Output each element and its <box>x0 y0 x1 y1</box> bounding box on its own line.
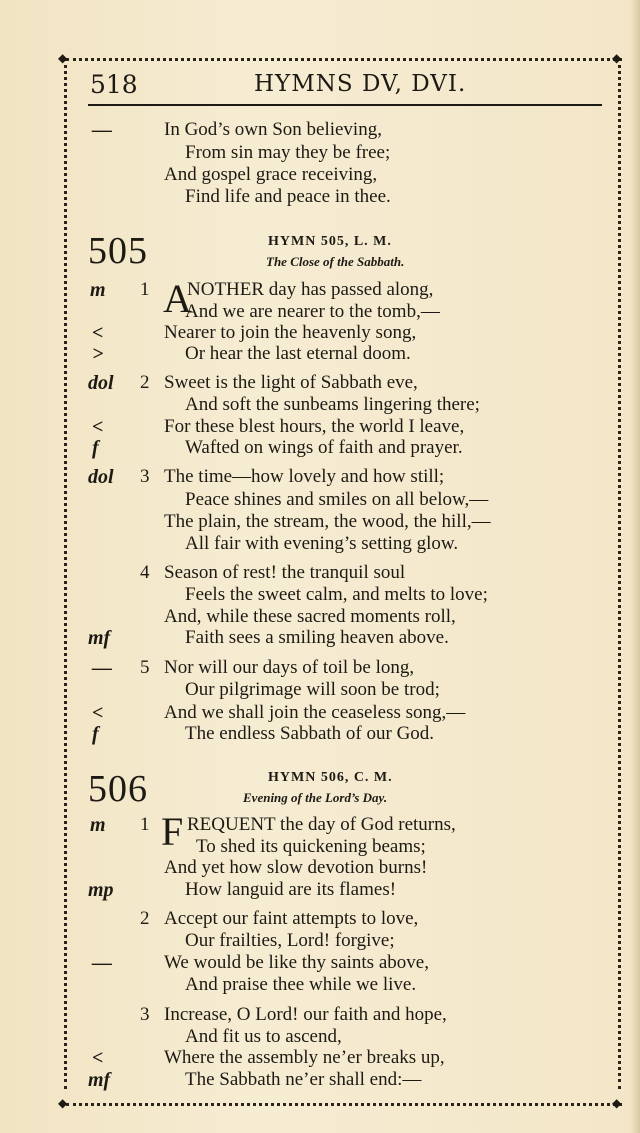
dynamic-mark: mp <box>88 879 114 901</box>
hymn-505-line-14: Feels the sweet calm, and melts to love; <box>185 584 488 605</box>
hymn-505-line-1: NOTHER day has passed along, <box>187 279 434 300</box>
verse-number: 2 <box>140 372 150 393</box>
dynamic-mark: f <box>92 437 99 459</box>
verse-number: 1 <box>140 814 150 835</box>
verse-number: 2 <box>140 908 150 929</box>
hymn-506-line-3: And yet how slow devotion burns! <box>164 857 428 878</box>
hymn-subtitle-506: Evening of the Lord’s Day. <box>243 790 388 805</box>
hymn-506-line-10: And fit us to ascend, <box>185 1026 342 1047</box>
verse-number: 3 <box>140 1004 150 1025</box>
continuation-line-4: Find life and peace in thee. <box>185 186 391 207</box>
dynamic-mark: mf <box>88 627 111 649</box>
verse-number: 3 <box>140 466 150 487</box>
verse-number: 5 <box>140 657 150 678</box>
top-border <box>66 58 622 61</box>
right-border <box>618 58 621 1089</box>
hymn-505-line-19: And we shall join the ceaseless song,— <box>164 702 466 723</box>
hymn-506-line-7: We would be like thy saints above, <box>164 952 429 973</box>
continuation-line-1: In God’s own Son believing, <box>164 119 382 140</box>
running-title: HYMNS DV, DVI. <box>254 71 467 97</box>
hymn-505-line-7: For these blest hours, the world I leave, <box>164 416 465 437</box>
dynamic-mark: < <box>92 1047 104 1069</box>
hymn-505-line-11: The plain, the stream, the wood, the hill,— <box>164 511 491 532</box>
hymn-506-line-12: The Sabbath ne’er shall end:— <box>185 1069 422 1090</box>
page-number: 518 <box>90 70 138 99</box>
hymn-506-line-9: Increase, O Lord! our faith and hope, <box>164 1004 447 1025</box>
hymn-505-line-6: And soft the sunbeams lingering there; <box>185 394 480 415</box>
hymn-506-line-5: Accept our faint attempts to love, <box>164 908 419 929</box>
hymn-subtitle-505: The Close of the Sabbath. <box>266 254 405 269</box>
hymn-505-line-16: Faith sees a smiling heaven above. <box>185 627 449 648</box>
hymn-505-line-15: And, while these sacred moments roll, <box>164 606 456 627</box>
hymn-505-line-9: The time—how lovely and how still; <box>164 466 445 487</box>
hymn-505-line-3: Nearer to join the heavenly song, <box>164 322 417 343</box>
hymn-number-506: 506 <box>88 768 148 810</box>
left-border <box>64 58 67 1089</box>
drop-cap: A <box>163 276 192 321</box>
verse-number: 1 <box>140 279 150 300</box>
hymn-506-line-2: To shed its quickening beams; <box>196 836 426 857</box>
dynamic-mark: > <box>92 343 104 365</box>
hymn-506-line-11: Where the assembly ne’er breaks up, <box>164 1047 445 1068</box>
hymn-heading-505: HYMN 505, L. M. <box>268 234 392 249</box>
continuation-line-3: And gospel grace receiving, <box>164 164 378 185</box>
bottom-border <box>66 1103 622 1106</box>
hymn-505-line-8: Wafted on wings of faith and prayer. <box>185 437 463 458</box>
dynamic-mark: — <box>92 119 112 141</box>
dynamic-mark: m <box>90 814 106 836</box>
dynamic-mark: f <box>92 723 99 745</box>
hymn-506-line-8: And praise thee while we live. <box>185 974 417 995</box>
hymn-506-line-1: REQUENT the day of God returns, <box>187 814 456 835</box>
hymn-505-line-2: And we are nearer to the tomb,— <box>185 301 440 322</box>
hymn-505-line-12: All fair with evening’s setting glow. <box>185 533 459 554</box>
hymn-506-line-4: How languid are its flames! <box>185 879 397 900</box>
continuation-line-2: From sin may they be free; <box>185 142 391 163</box>
drop-cap: F <box>161 809 184 854</box>
corner-ornament-top-left: ◆ <box>58 51 68 65</box>
hymn-506-line-6: Our frailties, Lord! forgive; <box>185 930 395 951</box>
dynamic-mark: dol <box>88 372 114 394</box>
hymn-505-line-17: Nor will our days of toil be long, <box>164 657 415 678</box>
dynamic-mark: dol <box>88 466 114 488</box>
hymn-505-line-5: Sweet is the light of Sabbath eve, <box>164 372 418 393</box>
dynamic-mark: < <box>92 416 104 438</box>
hymn-505-line-10: Peace shines and smiles on all below,— <box>185 489 489 510</box>
header-rule <box>88 104 602 106</box>
dynamic-mark: m <box>90 279 106 301</box>
hymn-number-505: 505 <box>88 230 148 272</box>
page-edge-shadow <box>630 0 640 1133</box>
dynamic-mark: — <box>92 657 112 679</box>
hymn-505-line-18: Our pilgrimage will soon be trod; <box>185 679 440 700</box>
corner-ornament-bottom-right: ◆ <box>612 1096 622 1110</box>
hymn-505-line-13: Season of rest! the tranquil soul <box>164 562 406 583</box>
dynamic-mark: < <box>92 702 104 724</box>
hymn-heading-506: HYMN 506, C. M. <box>268 770 393 785</box>
hymn-505-line-4: Or hear the last eternal doom. <box>185 343 411 364</box>
dynamic-mark: mf <box>88 1069 111 1091</box>
verse-number: 4 <box>140 562 150 583</box>
corner-ornament-top-right: ◆ <box>612 51 622 65</box>
dynamic-mark: — <box>92 952 112 974</box>
dynamic-mark: < <box>92 322 104 344</box>
corner-ornament-bottom-left: ◆ <box>58 1096 68 1110</box>
hymn-505-line-20: The endless Sabbath of our God. <box>185 723 435 744</box>
